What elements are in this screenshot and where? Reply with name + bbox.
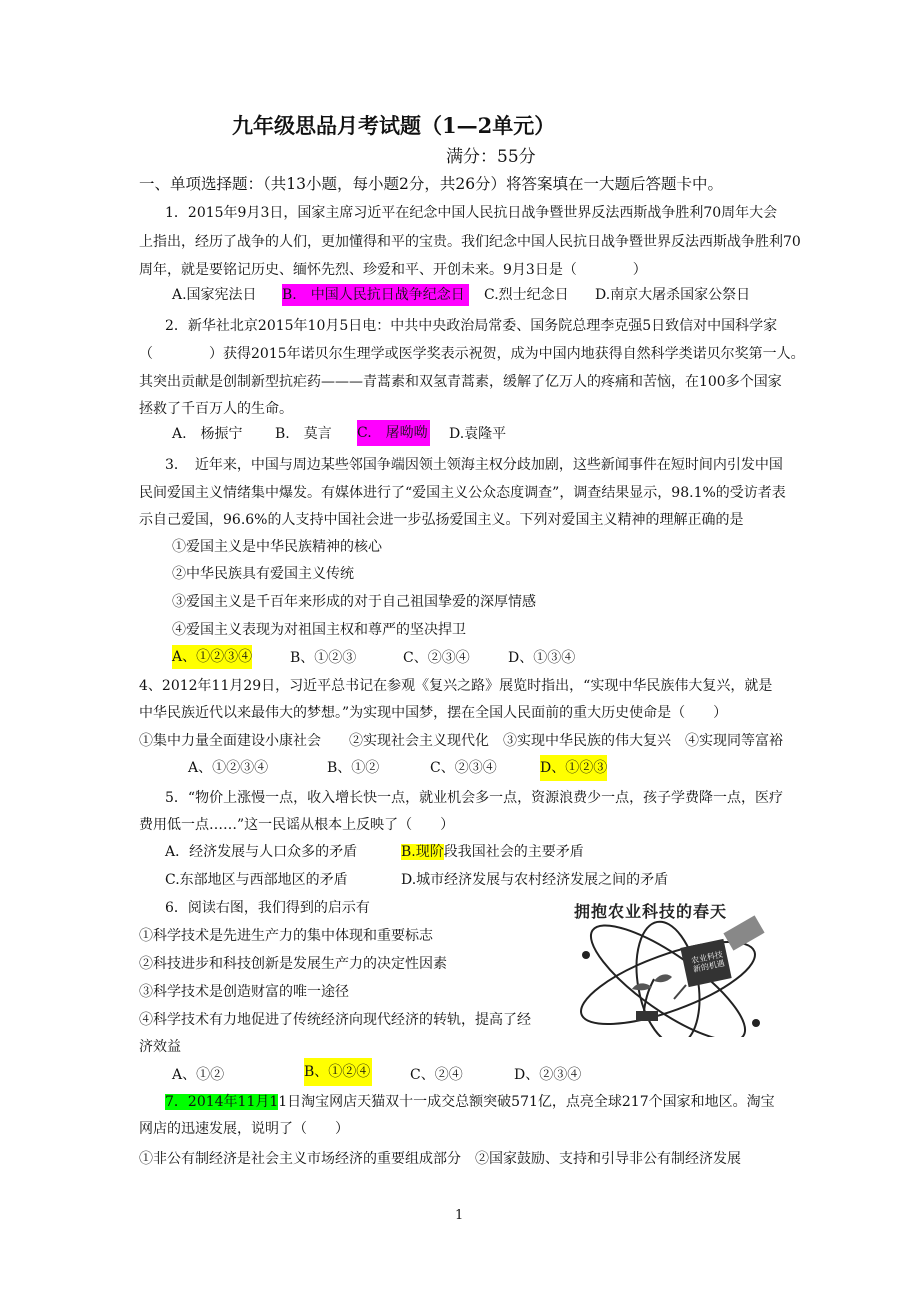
cartoon-image (566, 895, 782, 1037)
statement-item: ④科学技术有力地促进了传统经济向现代经济的转轨，提高了经 (139, 1012, 531, 1028)
atom-illustration (566, 895, 782, 1037)
option-d: D.袁隆平 (449, 426, 507, 442)
statement-item: ④爱国主义表现为对祖国主权和尊严的坚决捍卫 (172, 622, 466, 638)
statement-item: ①爱国主义是中华民族精神的核心 (172, 539, 382, 555)
option-c: C、②④ (410, 1067, 463, 1083)
section-heading: 一、单项选择题：（共13小题，每小题2分，共26分）将答案填在一大题后答题卡中。 (139, 175, 724, 193)
statement-item: ①科学技术是先进生产力的集中体现和重要标志 (139, 928, 433, 944)
option-a: A. 杨振宁 (172, 426, 243, 442)
option-d: D、②③④ (514, 1067, 582, 1083)
page-number: 1 (455, 1208, 464, 1223)
question-text: 6．阅读右图，我们得到的启示有 (165, 900, 370, 916)
question-text: 示自己爱国，96.6%的人支持中国社会进一步弘扬爱国主义。下列对爱国主义精神的理解正确的是 (139, 512, 744, 528)
option-a: A．经济发展与人口众多的矛盾 (165, 844, 358, 860)
question-text (165, 1092, 775, 1112)
question-text: 中华民族近代以来最伟大的梦想。”为实现中国梦，摆在全国人民面前的重大历史使命是（ ） (139, 705, 728, 721)
question-text: 5．“物价上涨慢一点，收入增长快一点，就业机会多一点，资源浪费少一点，孩子学费降一点，医疗 (165, 790, 784, 806)
option-d: D.南京大屠杀国家公祭日 (595, 287, 751, 303)
option-b-highlighted: B. 中国人民抗日战争纪念日 (282, 284, 469, 306)
statement-item: ②中华民族具有爱国主义传统 (172, 566, 354, 582)
option-a: A.国家宪法日 (172, 287, 257, 303)
cartoon-book-label: 农业科技 新的机遇 (690, 949, 726, 975)
question-text: 1．2015年9月3日，国家主席习近平在纪念中国人民抗日战争暨世界反法西斯战争胜利70周年大会 (165, 205, 778, 221)
question-text: 周年，就是要铭记历史、缅怀先烈、珍爱和平、开创未来。9月3日是（ ） (139, 262, 647, 278)
option-a: A、①② (172, 1067, 225, 1083)
question-text: 民间爱国主义情绪集中爆发。有媒体进行了“爱国主义公众态度调查”，调查结果显示，98.1%的受访者表 (139, 485, 786, 501)
option-c: C.烈士纪念日 (484, 287, 569, 303)
option-d-highlighted: D、①②③ (540, 755, 607, 781)
statement-item: ③爱国主义是千百年来形成的对于自己祖国挚爱的深厚情感 (172, 594, 536, 610)
question-7-highlighted-text: 7．2014年11月1 (165, 1094, 279, 1110)
option-a-highlighted: A、①②③④ (172, 645, 252, 669)
cartoon-caption: 拥抱农业科技的春天 (574, 902, 728, 921)
statement-item: ②科技进步和科技创新是发展生产力的决定性因素 (139, 956, 447, 972)
option-b-highlight: B.现阶 (401, 844, 444, 860)
question-text: 网店的迅速发展，说明了（ ） (139, 1121, 349, 1137)
option-b (401, 841, 584, 863)
question-7-rest-text: 1日淘宝网店天猫双十一成交总额突破571亿，点亮全球217个国家和地区。淘宝 (278, 1094, 775, 1110)
question-text: 其突出贡献是创制新型抗疟药———青蒿素和双氢青蒿素，缓解了亿万人的疼痛和苦恼，在100多个国家 (139, 374, 782, 390)
option-d: D、①③④ (508, 650, 576, 666)
option-c-highlighted: C. 屠呦呦 (357, 420, 430, 446)
option-b: B. 莫言 (275, 426, 332, 442)
question-text: （ ）获得2015年诺贝尔生理学或医学奖表示祝贺，成为中国内地获得自然科学类诺贝尔奖第一人。 (139, 346, 805, 362)
option-d: D.城市经济发展与农村经济发展之间的矛盾 (401, 872, 669, 888)
option-b: B、①② (327, 760, 380, 776)
option-a: A、①②③④ (188, 760, 269, 776)
statement-item: ③科学技术是创造财富的唯一途径 (139, 984, 349, 1000)
question-text: ①集中力量全面建设小康社会 ②实现社会主义现代化 ③实现中华民族的伟大复兴 ④实现同等富裕 (139, 733, 783, 749)
question-text: 上指出，经历了战争的人们，更加懂得和平的宝贵。我们纪念中国人民抗日战争暨世界反法西斯战争胜利70 (139, 234, 801, 250)
question-text: 2．新华社北京2015年10月5日电：中共中央政治局常委、国务院总理李克强5日致信对中国科学家 (165, 318, 778, 334)
question-text: 拯救了千百万人的生命。 (139, 401, 293, 417)
option-b: B、①②③ (290, 650, 357, 666)
option-b-rest: 段我国社会的主要矛盾 (443, 844, 584, 860)
question-text: 4、2012年11月29日，习近平总书记在参观《复兴之路》展览时指出，“实现中华民族伟大复兴，就是 (139, 678, 773, 694)
option-b-highlighted: B、①②④ (304, 1058, 372, 1086)
option-c: C、②③④ (430, 760, 497, 776)
option-c: C、②③④ (403, 650, 470, 666)
question-text: 费用低一点……”这一民谣从根本上反映了（ ） (139, 817, 455, 833)
question-text: 3． 近年来，中国与周边某些邻国争端因领土领海主权分歧加剧，这些新闻事件在短时间内引发中国 (165, 457, 783, 473)
full-score: 满分：55分 (446, 147, 536, 167)
page-title: 九年级思品月考试题（1—2单元） (232, 113, 556, 138)
statement-item: 济效益 (139, 1039, 181, 1055)
statement-item: ①非公有制经济是社会主义市场经济的重要组成部分 ②国家鼓励、支持和引导非公有制经济发展 (139, 1151, 741, 1167)
option-c: C.东部地区与西部地区的矛盾 (165, 872, 348, 888)
